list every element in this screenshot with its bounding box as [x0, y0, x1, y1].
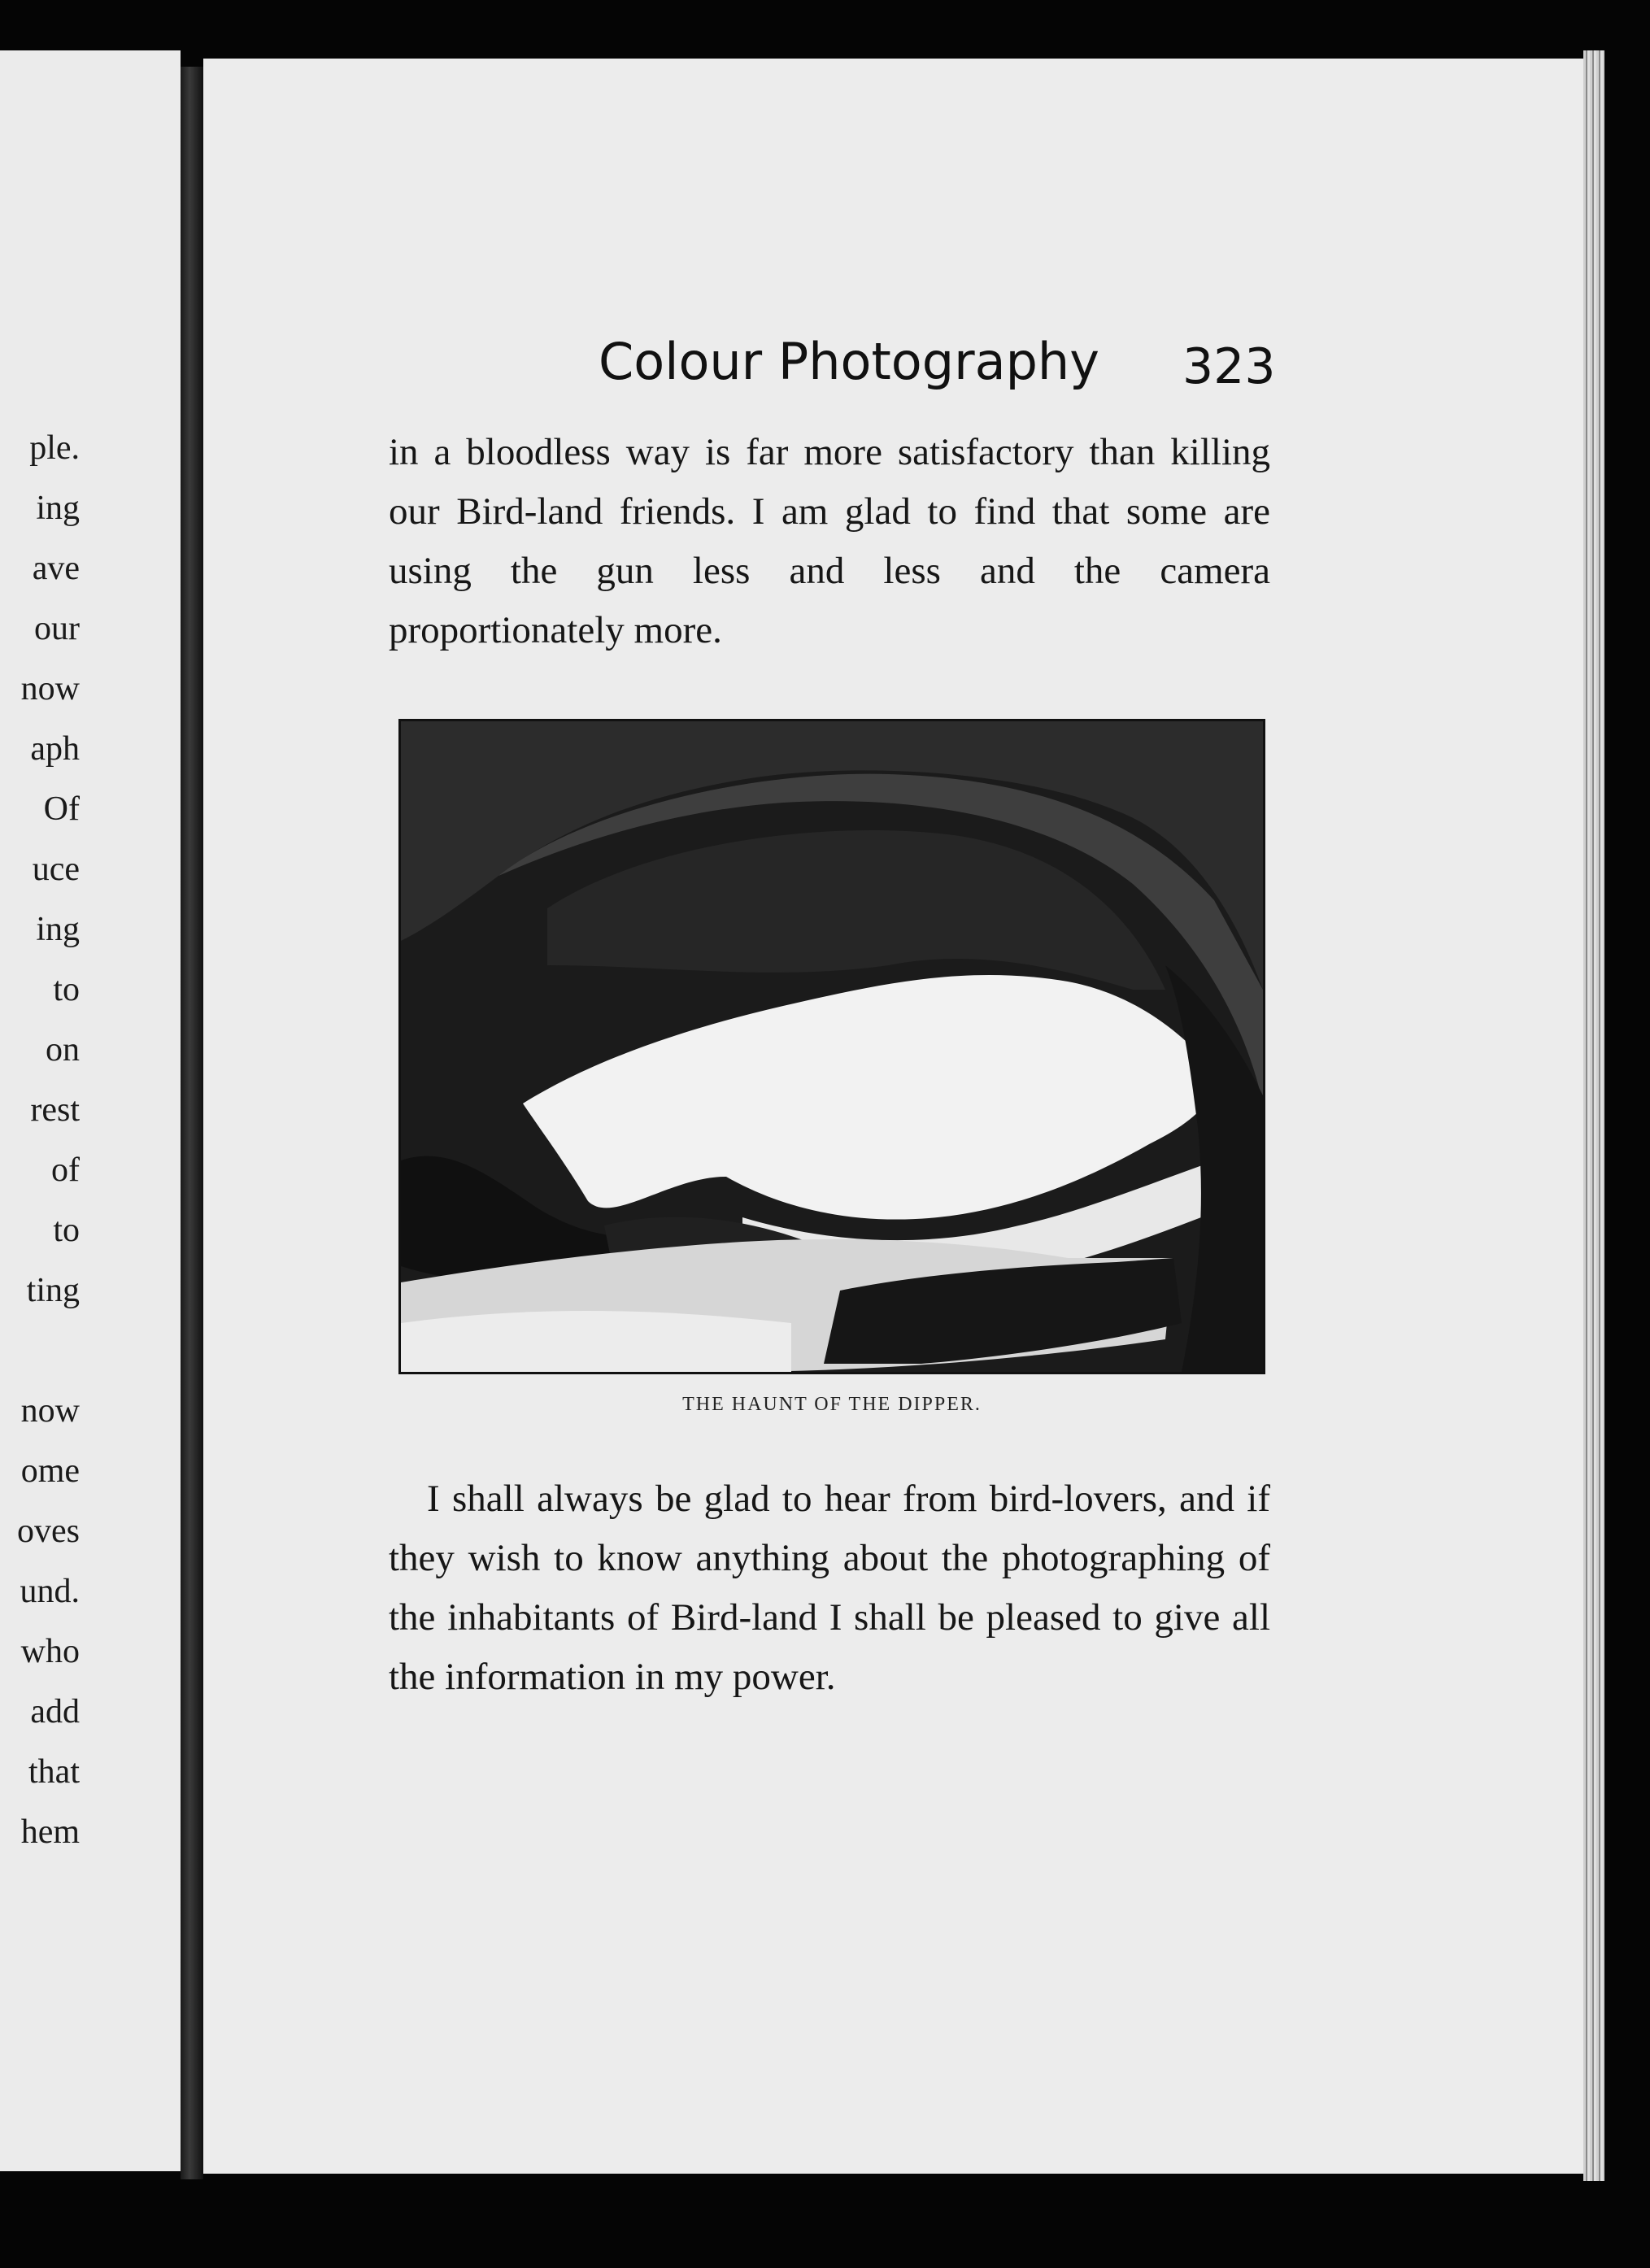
facing-page-line: our — [34, 610, 80, 647]
facing-page-line: Of — [43, 790, 80, 828]
facing-page-line: who — [20, 1633, 80, 1670]
paragraph-1: in a bloodless way is far more satisfactory than killing our Bird-land friends. I am glad to find that some are using the gun less and less and the camera proportionately more. — [389, 431, 1270, 651]
facing-page-line: to — [53, 971, 80, 1008]
facing-page-line: to — [53, 1212, 80, 1249]
page-number: 323 — [1182, 338, 1276, 395]
facing-page-line: rest — [30, 1091, 80, 1129]
facing-page-line: und. — [20, 1573, 80, 1610]
facing-page-line: now — [20, 1392, 80, 1430]
facing-page-line: ing — [36, 911, 80, 948]
paragraph-2: I shall always be glad to hear from bird-lovers, and if they wish to know anything about the photographing of the inhabitants of Bird-land I shall be pleased to give all the information in my power. — [389, 1478, 1270, 1698]
facing-page-line: that — [28, 1753, 80, 1791]
page-edges — [1583, 50, 1604, 2181]
facing-page-line: add — [30, 1693, 80, 1730]
book-spine — [181, 67, 203, 2179]
dipper-photograph — [398, 719, 1265, 1374]
facing-page-line: now — [20, 670, 80, 707]
facing-page-line: hem — [20, 1813, 80, 1851]
facing-page-line: ting — [26, 1272, 80, 1309]
facing-page-line: ome — [20, 1452, 80, 1490]
facing-page-line: uce — [32, 851, 80, 888]
facing-page-line: oves — [17, 1513, 80, 1550]
facing-page-line: of — [51, 1151, 80, 1189]
bridge-river-illustration — [401, 721, 1263, 1372]
facing-page-line: ing — [36, 490, 80, 527]
image-caption: THE HAUNT OF THE DIPPER. — [682, 1394, 982, 1415]
facing-page — [0, 50, 181, 2171]
facing-page-line: ave — [32, 550, 80, 587]
facing-page-line: aph — [30, 730, 80, 768]
running-title: Colour Photography — [599, 332, 1099, 391]
facing-page-line: ple. — [29, 429, 80, 467]
facing-page-line: on — [46, 1031, 80, 1069]
